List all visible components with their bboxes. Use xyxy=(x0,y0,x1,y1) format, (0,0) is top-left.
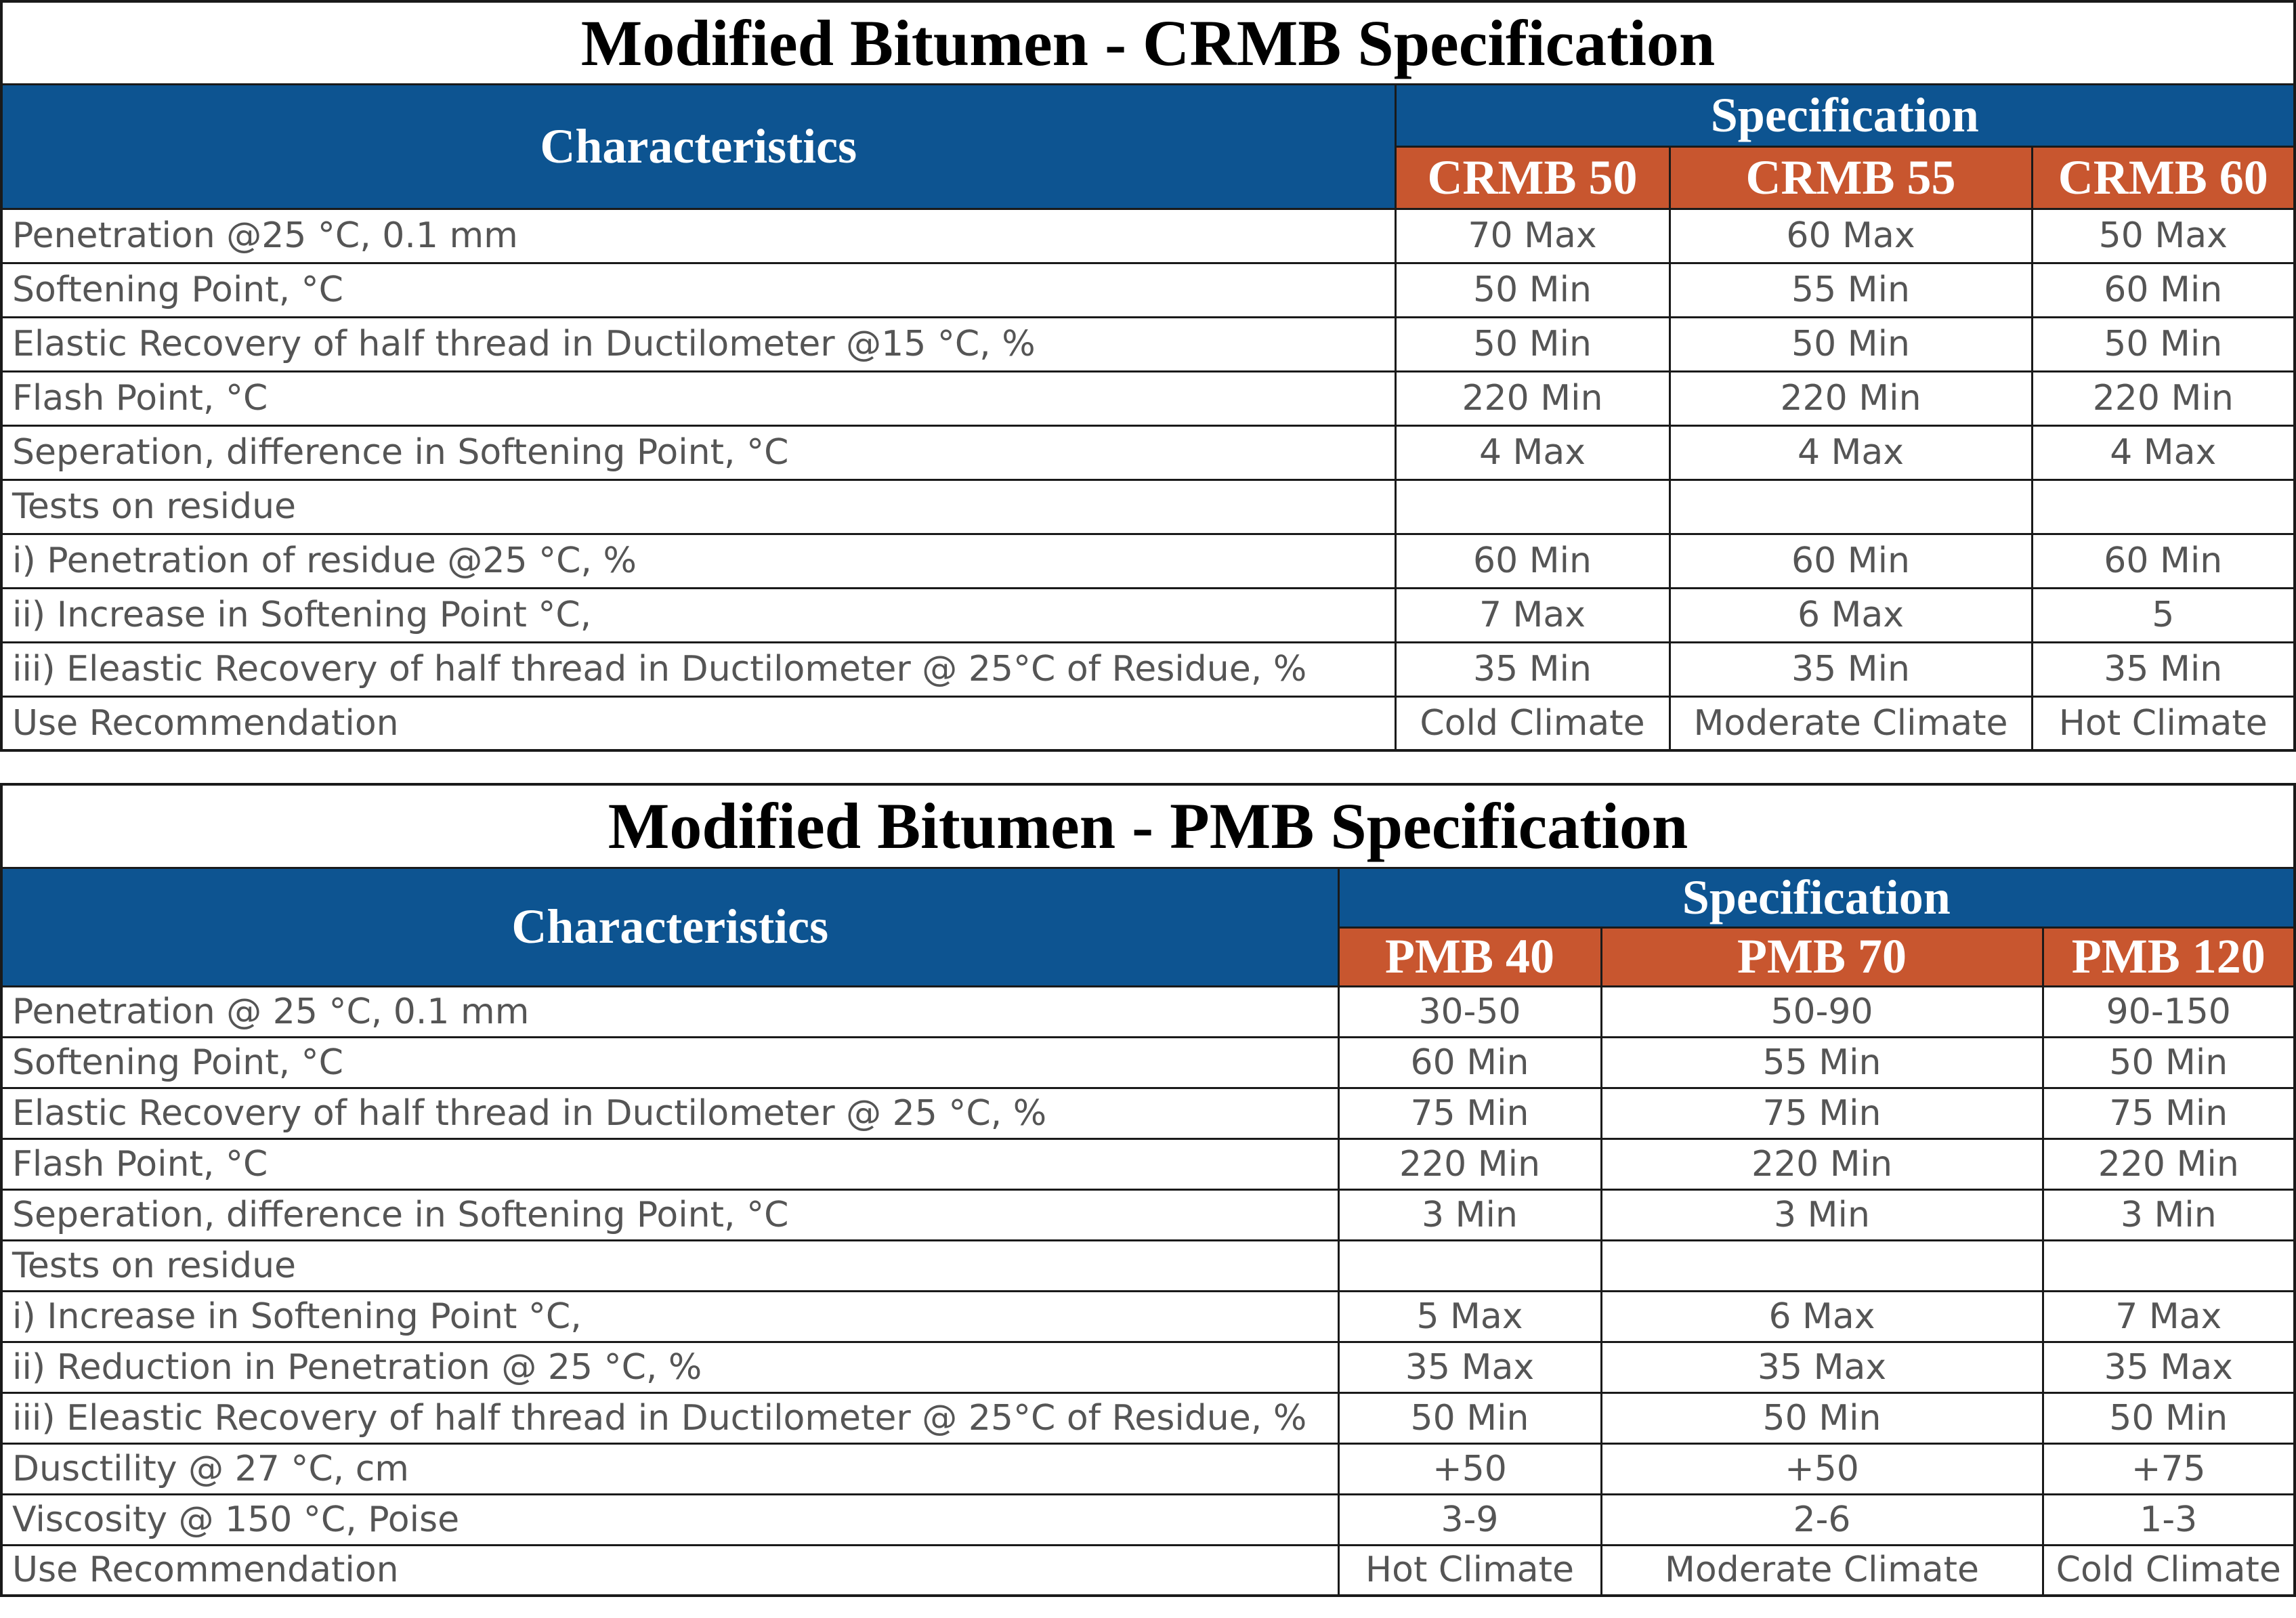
row-value: 3 Min xyxy=(1338,1189,1601,1240)
table-row xyxy=(1,1240,2295,1291)
pmb-specification-header: Specification xyxy=(1338,868,2295,927)
row-value xyxy=(1395,480,1670,534)
row-value: 70 Max xyxy=(1395,209,1670,263)
table-row xyxy=(1,588,2295,642)
table-row xyxy=(1,1392,2295,1443)
row-value: 4 Max xyxy=(1395,425,1670,480)
row-value: 35 Max xyxy=(1338,1342,1601,1392)
row-value xyxy=(2043,1240,2295,1291)
row-value: 50 Min xyxy=(1601,1392,2043,1443)
row-value: 55 Min xyxy=(1601,1037,2043,1088)
row-label: ii) Reduction in Penetration @ 25 °C, % xyxy=(1,1342,1338,1392)
row-label: Use Recommendation xyxy=(1,1545,1338,1596)
table-row xyxy=(1,1342,2295,1392)
crmb-characteristics-header: Characteristics xyxy=(1,84,1395,209)
row-value: 60 Min xyxy=(1338,1037,1601,1088)
row-value: +50 xyxy=(1338,1443,1601,1494)
row-label: Seperation, difference in Softening Point, °C xyxy=(1,1189,1338,1240)
row-value: 90-150 xyxy=(2043,986,2295,1037)
row-value: Moderate Climate xyxy=(1670,696,2032,750)
row-value: 35 Min xyxy=(1670,642,2032,696)
row-value: 220 Min xyxy=(2043,1138,2295,1189)
row-value: 55 Min xyxy=(1670,263,2032,317)
row-label: Flash Point, °C xyxy=(1,371,1395,425)
pmb-characteristics-header: Characteristics xyxy=(1,868,1338,986)
row-value: 50 Min xyxy=(2043,1037,2295,1088)
row-value: 35 Min xyxy=(1395,642,1670,696)
row-label: Penetration @ 25 °C, 0.1 mm xyxy=(1,986,1338,1037)
row-value: 220 Min xyxy=(2032,371,2295,425)
row-value: 220 Min xyxy=(1395,371,1670,425)
row-value xyxy=(2032,480,2295,534)
row-value: 35 Max xyxy=(2043,1342,2295,1392)
row-value: 220 Min xyxy=(1338,1138,1601,1189)
crmb-grade-header: CRMB 60 xyxy=(2032,146,2295,209)
row-label: Penetration @25 °C, 0.1 mm xyxy=(1,209,1395,263)
crmb-spec-table xyxy=(0,0,2296,752)
row-label: Use Recommendation xyxy=(1,696,1395,750)
row-label: iii) Eleastic Recovery of half thread in Ductilometer @ 25°C of Residue, % xyxy=(1,642,1395,696)
row-value: 60 Max xyxy=(1670,209,2032,263)
row-value: 60 Min xyxy=(2032,263,2295,317)
row-value: 7 Max xyxy=(2043,1291,2295,1342)
row-value: 3 Min xyxy=(2043,1189,2295,1240)
row-value: 30-50 xyxy=(1338,986,1601,1037)
row-value: 50 Min xyxy=(2032,317,2295,371)
pmb-table-title: Modified Bitumen - PMB Specification xyxy=(1,784,2295,868)
table-row xyxy=(1,1189,2295,1240)
row-value: 3 Min xyxy=(1601,1189,2043,1240)
row-value: 75 Min xyxy=(2043,1088,2295,1138)
row-value: 6 Max xyxy=(1670,588,2032,642)
crmb-grade-header: CRMB 55 xyxy=(1670,146,2032,209)
row-value: Moderate Climate xyxy=(1601,1545,2043,1596)
row-value: 7 Max xyxy=(1395,588,1670,642)
row-value: Cold Climate xyxy=(1395,696,1670,750)
pmb-spec-table xyxy=(0,783,2296,1597)
table-row xyxy=(1,209,2295,263)
table-row xyxy=(1,642,2295,696)
row-value: 60 Min xyxy=(1670,534,2032,588)
table-row xyxy=(1,425,2295,480)
row-value: 50-90 xyxy=(1601,986,2043,1037)
row-value: 50 Min xyxy=(2043,1392,2295,1443)
row-value: Cold Climate xyxy=(2043,1545,2295,1596)
row-value xyxy=(1670,480,2032,534)
row-value: +75 xyxy=(2043,1443,2295,1494)
pmb-grade-header: PMB 40 xyxy=(1338,927,1601,986)
table-row xyxy=(1,1443,2295,1494)
row-value: Hot Climate xyxy=(1338,1545,1601,1596)
table-row xyxy=(1,1037,2295,1088)
crmb-specification-header: Specification xyxy=(1395,84,2295,146)
row-value: 4 Max xyxy=(2032,425,2295,480)
row-label: Tests on residue xyxy=(1,1240,1338,1291)
row-label: i) Increase in Softening Point °C, xyxy=(1,1291,1338,1342)
row-value: 60 Min xyxy=(1395,534,1670,588)
row-value: Hot Climate xyxy=(2032,696,2295,750)
row-value: 6 Max xyxy=(1601,1291,2043,1342)
row-value: 60 Min xyxy=(2032,534,2295,588)
row-value xyxy=(1601,1240,2043,1291)
table-row xyxy=(1,1494,2295,1545)
row-label: Viscosity @ 150 °C, Poise xyxy=(1,1494,1338,1545)
row-value: 3-9 xyxy=(1338,1494,1601,1545)
crmb-grade-header: CRMB 50 xyxy=(1395,146,1670,209)
table-row xyxy=(1,480,2295,534)
table-row xyxy=(1,1138,2295,1189)
table-row xyxy=(1,371,2295,425)
row-value: 50 Min xyxy=(1395,317,1670,371)
row-value: 50 Min xyxy=(1395,263,1670,317)
pmb-grade-header: PMB 120 xyxy=(2043,927,2295,986)
row-value: 5 xyxy=(2032,588,2295,642)
row-value xyxy=(1338,1240,1601,1291)
row-value: 75 Min xyxy=(1601,1088,2043,1138)
row-value: 4 Max xyxy=(1670,425,2032,480)
table-row xyxy=(1,263,2295,317)
row-label: Dusctility @ 27 °C, cm xyxy=(1,1443,1338,1494)
pmb-grade-header: PMB 70 xyxy=(1601,927,2043,986)
row-value: 50 Min xyxy=(1338,1392,1601,1443)
row-value: 75 Min xyxy=(1338,1088,1601,1138)
row-value: 5 Max xyxy=(1338,1291,1601,1342)
row-value: 1-3 xyxy=(2043,1494,2295,1545)
table-row xyxy=(1,1088,2295,1138)
row-value: 220 Min xyxy=(1670,371,2032,425)
crmb-table-title: Modified Bitumen - CRMB Specification xyxy=(1,1,2295,84)
table-row xyxy=(1,696,2295,750)
table-row xyxy=(1,317,2295,371)
row-label: Flash Point, °C xyxy=(1,1138,1338,1189)
row-label: Tests on residue xyxy=(1,480,1395,534)
row-value: +50 xyxy=(1601,1443,2043,1494)
row-label: i) Penetration of residue @25 °C, % xyxy=(1,534,1395,588)
table-row xyxy=(1,1291,2295,1342)
row-label: Elastic Recovery of half thread in Ductilometer @15 °C, % xyxy=(1,317,1395,371)
table-row xyxy=(1,1545,2295,1596)
row-value: 50 Max xyxy=(2032,209,2295,263)
row-label: iii) Eleastic Recovery of half thread in Ductilometer @ 25°C of Residue, % xyxy=(1,1392,1338,1443)
row-label: ii) Increase in Softening Point °C, xyxy=(1,588,1395,642)
table-row xyxy=(1,986,2295,1037)
row-value: 2-6 xyxy=(1601,1494,2043,1545)
row-value: 50 Min xyxy=(1670,317,2032,371)
row-label: Softening Point, °C xyxy=(1,263,1395,317)
row-value: 35 Min xyxy=(2032,642,2295,696)
table-row xyxy=(1,534,2295,588)
row-label: Elastic Recovery of half thread in Ductilometer @ 25 °C, % xyxy=(1,1088,1338,1138)
row-value: 220 Min xyxy=(1601,1138,2043,1189)
row-value: 35 Max xyxy=(1601,1342,2043,1392)
row-label: Seperation, difference in Softening Point, °C xyxy=(1,425,1395,480)
row-label: Softening Point, °C xyxy=(1,1037,1338,1088)
